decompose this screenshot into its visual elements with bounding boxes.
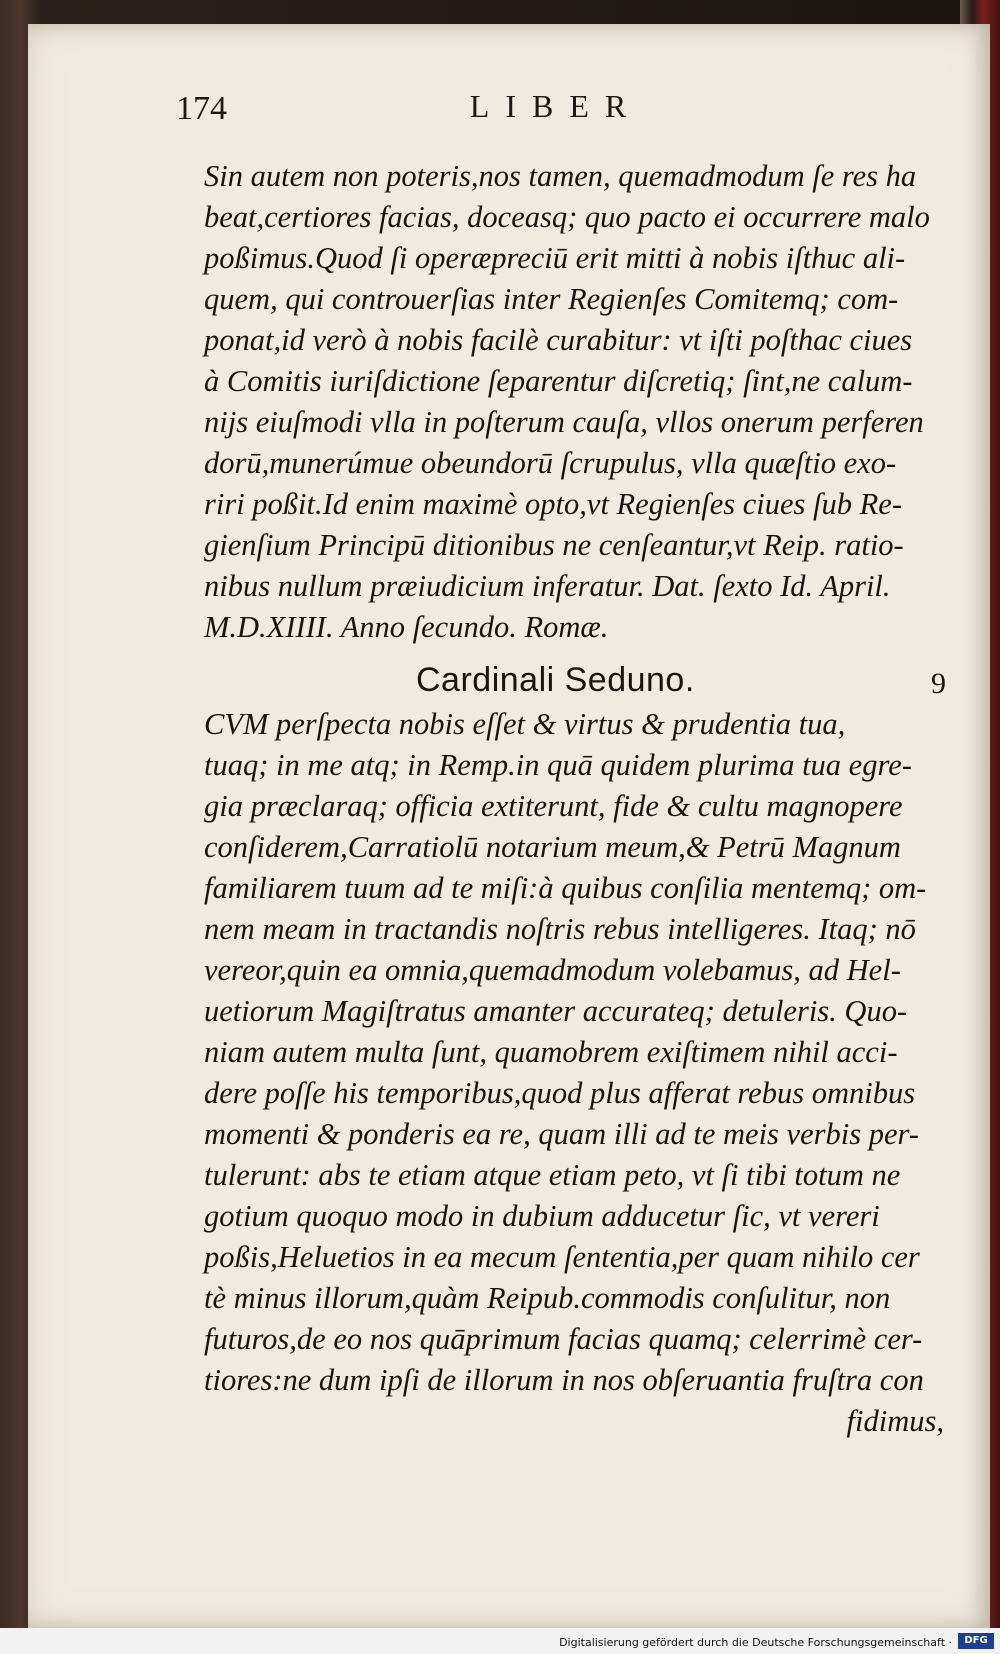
text-line: nibus nullum præiudicium inferatur. Dat. ſexto Id. April. bbox=[204, 569, 891, 603]
text-line: momenti & ponderis ea re, quam illi ad te meis verbis per- bbox=[204, 1117, 919, 1151]
page-number: 174 bbox=[176, 90, 227, 127]
letter-heading-row bbox=[204, 652, 964, 704]
dfg-logo: DFG bbox=[958, 1633, 994, 1649]
text-line: dorū,munerúmue obeundorū ſcrupulus, vlla quæſtio exo- bbox=[204, 446, 897, 480]
text-line: uetiorum Magiſtratus amanter accurateq; detuleris. Quo- bbox=[204, 994, 908, 1028]
letter-number: 9 bbox=[931, 667, 946, 700]
text-line: vereor,quin ea omnia,quemadmodum volebamus, ad Hel- bbox=[204, 953, 901, 987]
text-line: Sin autem non poteris,nos tamen, quemadmodum ſe res ha bbox=[204, 159, 917, 193]
text-line: tulerunt: abs te etiam atque etiam peto, vt ſi tibi totum ne bbox=[204, 1158, 901, 1192]
text-line: quem, qui controuerſias inter Regienſes Comitemq; com- bbox=[204, 282, 899, 316]
book-page bbox=[28, 24, 990, 1628]
text-line: niam autem multa ſunt, quamobrem exiſtimem nihil acci- bbox=[204, 1035, 898, 1069]
text-line: tiores:ne dum ipſi de illorum in nos obſeruantia fruſtra con bbox=[204, 1363, 924, 1397]
running-title: LIBER bbox=[469, 88, 643, 124]
text-line: à Comitis iuriſdictione ſeparentur diſcretiq; ſint,ne calum- bbox=[204, 364, 913, 398]
text-line: gotium quoquo modo in dubium adducetur ſic, vt vereri bbox=[204, 1199, 880, 1233]
text-line: tè minus illorum,quàm Reipub.commodis conſulitur, non bbox=[204, 1281, 891, 1315]
letter-body bbox=[204, 704, 964, 1442]
text-line: ponat,id verò à nobis facilè curabitur: vt iſti poſthac ciues bbox=[204, 323, 913, 357]
funding-credit: Digitalisierung gefördert durch die Deutsche Forschungsgemeinschaft · bbox=[559, 1636, 952, 1649]
text-line: gia præclaraq; officia extiterunt, fide & cultu magnopere bbox=[204, 789, 903, 823]
text-line: tuaq; in me atq; in Remp.in quā quidem plurima tua egre- bbox=[204, 748, 912, 782]
text-line: riri poßit.Id enim maximè opto,vt Regienſes ciues ſub Re- bbox=[204, 487, 902, 521]
text-line: conſiderem,Carratiolū notarium meum,& Petrū Magnum bbox=[204, 830, 901, 864]
text-line: nem meam in tractandis noſtris rebus intelligeres. Itaq; nō bbox=[204, 912, 916, 946]
text-line: dere poſſe his temporibus,quod plus afferat rebus omnibus bbox=[204, 1076, 916, 1110]
text-line: CVM perſpecta nobis eſſet & virtus & prudentia tua, bbox=[204, 707, 846, 741]
page-header bbox=[176, 90, 966, 150]
text-line: poßis,Heluetios in ea mecum ſententia,per quam nihilo cer bbox=[204, 1240, 920, 1274]
letter-ending bbox=[204, 156, 964, 648]
text-line: M.D.XIIII. Anno ſecundo. Romæ. bbox=[204, 610, 609, 644]
text-line: gienſium Principū ditionibus ne cenſeantur,vt Reip. ratio- bbox=[204, 528, 904, 562]
letter-heading: Cardinali Seduno. bbox=[416, 661, 695, 699]
main-text bbox=[204, 156, 964, 1442]
digitization-footer bbox=[0, 1628, 1000, 1654]
text-line: poßimus.Quod ſi operæpreciū erit mitti à nobis iſthuc ali- bbox=[204, 241, 906, 275]
text-line: beat,certiores facias, doceasq; quo pacto ei occurrere malo bbox=[204, 200, 930, 234]
text-line: futuros,de eo nos quāprimum facias quamq; celerrimè cer- bbox=[204, 1322, 923, 1356]
text-line: familiarem tuum ad te miſi:à quibus conſilia mentemq; om- bbox=[204, 871, 927, 905]
text-line: nijs eiuſmodi vlla in poſterum cauſa, vllos onerum perferen bbox=[204, 405, 924, 439]
catchword: fidimus, bbox=[846, 1404, 944, 1438]
